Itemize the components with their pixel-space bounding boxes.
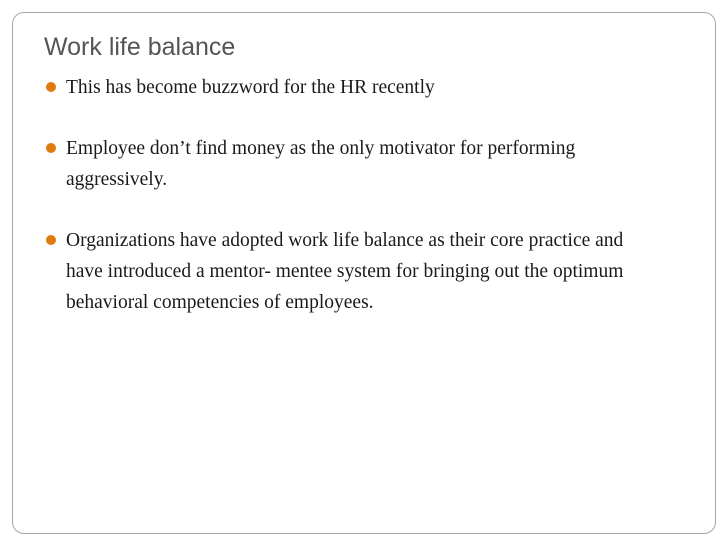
bullet-dot-icon [46, 235, 56, 245]
slide-title: Work life balance [44, 33, 236, 61]
bullet-dot-icon [46, 143, 56, 153]
bullet-item [44, 72, 664, 103]
bullet-item [44, 133, 664, 195]
bullet-item [44, 225, 664, 318]
bullet-text: Employee don’t find money as the only motivator for performing aggressively. [66, 138, 576, 190]
bullet-text: Organizations have adopted work life balance as their core practice and have introduced a mentor- mentee system for bringing out the optimum behavioral competencies of employees. [66, 230, 624, 313]
bullet-text: This has become buzzword for the HR recently [66, 77, 435, 98]
bullet-dot-icon [46, 82, 56, 92]
bullet-list [44, 72, 664, 348]
